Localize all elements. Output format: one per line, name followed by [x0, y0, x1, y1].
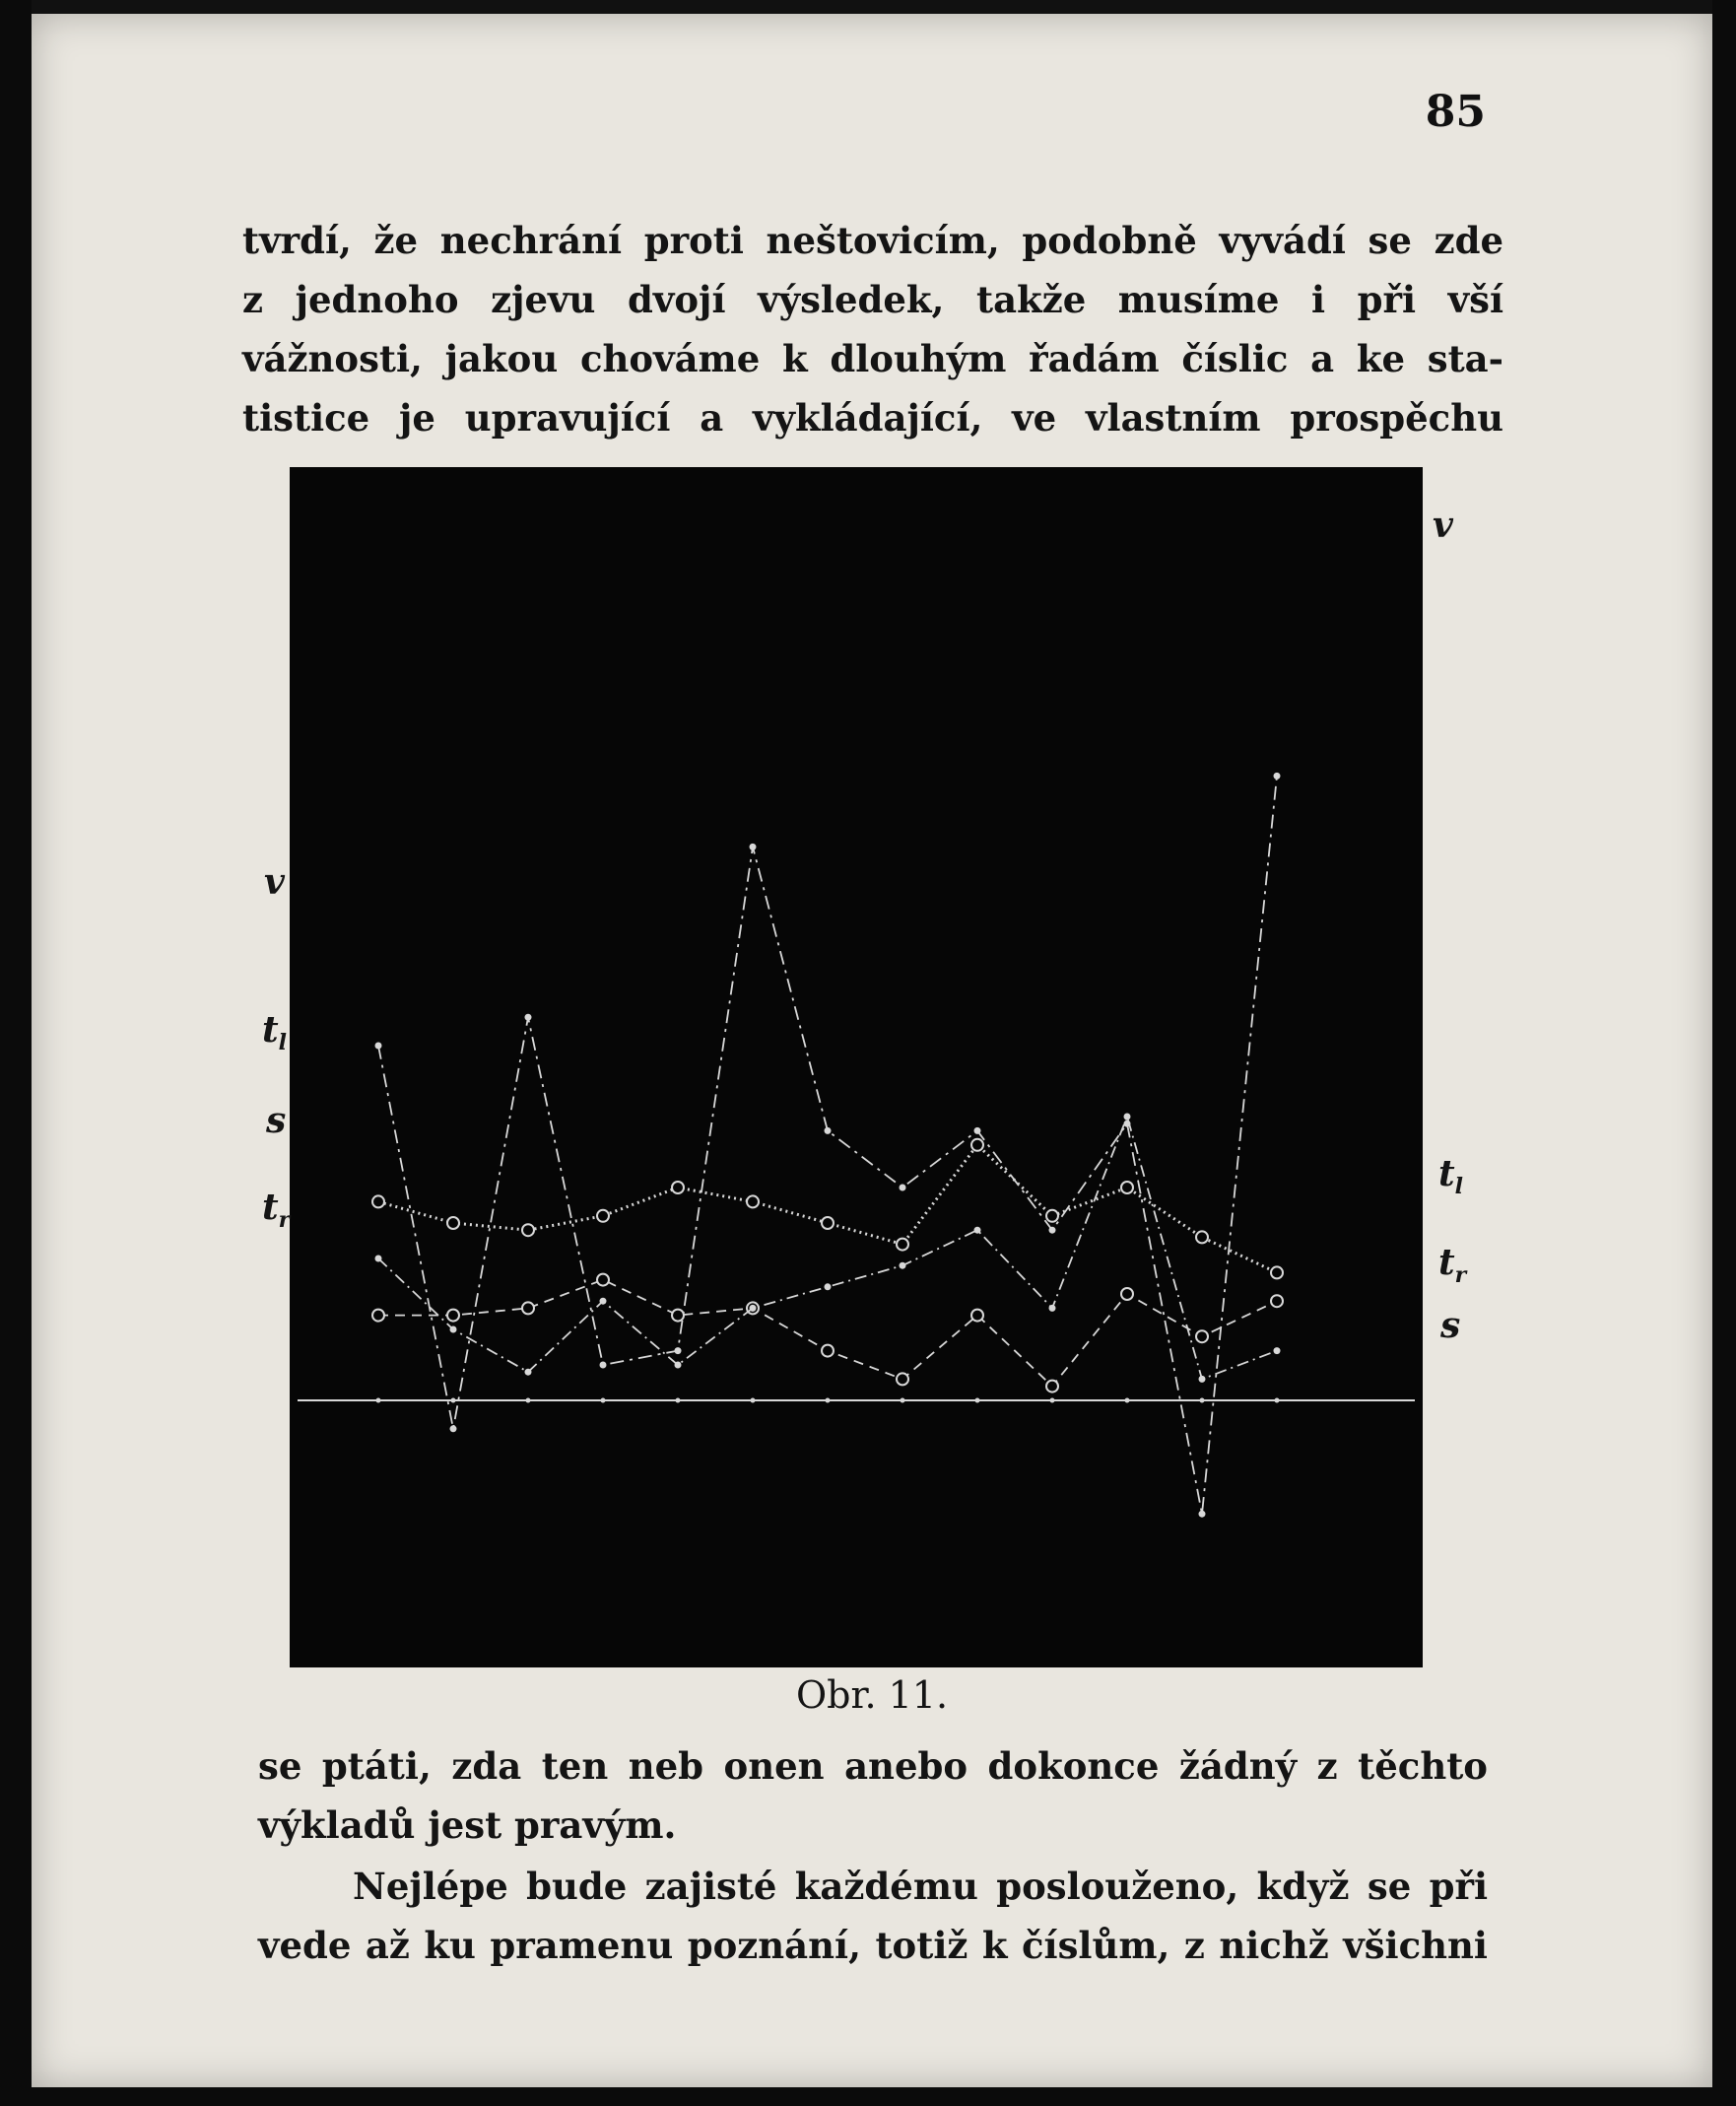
- baseline-tick: [901, 1398, 905, 1403]
- data-point: [450, 1326, 457, 1333]
- data-point: [900, 1262, 906, 1269]
- data-point: [825, 1283, 832, 1290]
- line-chart: [290, 467, 1423, 1667]
- data-point: [672, 1182, 684, 1193]
- left-label-s: s: [266, 1100, 287, 1141]
- right-label-s: s: [1440, 1305, 1461, 1346]
- data-point: [672, 1310, 684, 1322]
- data-point: [522, 1224, 534, 1236]
- data-point: [372, 1195, 384, 1207]
- series-line-3: [378, 1117, 1277, 1379]
- data-point: [822, 1217, 834, 1229]
- text-line: se ptáti, zda ten neb onen anebo dokonce žádný z těchto: [258, 1744, 1488, 1788]
- data-point: [900, 1185, 906, 1191]
- binding-shadow-left: [0, 0, 32, 2106]
- bottom-paragraph-2: [258, 1857, 1488, 1975]
- data-point: [1199, 1511, 1206, 1518]
- data-point: [825, 1127, 832, 1134]
- figure-caption: Obr. 11.: [795, 1673, 949, 1717]
- data-point: [525, 1014, 532, 1021]
- data-point: [1196, 1330, 1208, 1342]
- data-point: [974, 1227, 981, 1234]
- baseline-tick: [526, 1398, 531, 1403]
- text-line: Nejlépe bude zajisté každému poslouženo, když se při: [353, 1865, 1488, 1908]
- page-number: 85: [1425, 87, 1486, 137]
- left-label-tr: $t_r$: [262, 1187, 291, 1234]
- bottom-paragraph: [258, 1736, 1488, 1855]
- right-label-tl: $t_l$: [1438, 1153, 1463, 1200]
- data-point: [1271, 1266, 1283, 1278]
- baseline-tick: [1200, 1398, 1205, 1403]
- data-point: [375, 1043, 382, 1050]
- binding-shadow-right: [1712, 0, 1736, 2106]
- right-label-v: v: [1433, 505, 1453, 546]
- data-point: [450, 1425, 457, 1432]
- data-point: [1121, 1182, 1133, 1193]
- baseline-tick: [1125, 1398, 1130, 1403]
- data-point: [600, 1362, 607, 1369]
- data-point: [375, 1256, 382, 1262]
- text-line: tistice je upravující a vykládající, ve vlastním prospěchu: [242, 396, 1503, 440]
- baseline-tick: [451, 1398, 456, 1403]
- data-point: [1271, 1295, 1283, 1307]
- series-line-2: [378, 1280, 1277, 1387]
- data-point: [597, 1274, 609, 1286]
- data-point: [447, 1310, 459, 1322]
- data-point: [897, 1373, 908, 1385]
- data-point: [974, 1127, 981, 1134]
- data-point: [1274, 773, 1281, 780]
- series-line-0: [378, 776, 1277, 1514]
- left-label-v: v: [264, 861, 285, 903]
- data-point: [822, 1345, 834, 1357]
- series-line-1: [378, 1145, 1277, 1273]
- data-point: [1121, 1288, 1133, 1300]
- data-point: [750, 1305, 757, 1312]
- data-point: [522, 1302, 534, 1314]
- data-point: [597, 1210, 609, 1222]
- baseline-tick: [751, 1398, 756, 1403]
- binding-shadow-bottom: [0, 2087, 1736, 2106]
- data-point: [971, 1310, 983, 1322]
- text-line: vede až ku pramenu poznání, totiž k číslům, z nichž všichni: [258, 1924, 1488, 1967]
- data-point: [1049, 1227, 1056, 1234]
- data-point: [1049, 1305, 1056, 1312]
- right-label-tr: $t_r$: [1438, 1242, 1467, 1289]
- baseline-tick: [1050, 1398, 1055, 1403]
- data-point: [1274, 1347, 1281, 1354]
- data-point: [372, 1310, 384, 1322]
- baseline-tick: [601, 1398, 606, 1403]
- data-point: [447, 1217, 459, 1229]
- text-line: vážnosti, jakou chováme k dlouhým řadám číslic a ke sta-: [242, 337, 1503, 380]
- baseline-tick: [975, 1398, 980, 1403]
- data-point: [1046, 1381, 1058, 1393]
- data-point: [525, 1369, 532, 1376]
- data-point: [600, 1298, 607, 1305]
- data-point: [675, 1362, 682, 1369]
- data-point: [750, 844, 757, 850]
- data-point: [1199, 1376, 1206, 1383]
- baseline-tick: [376, 1398, 381, 1403]
- data-point: [747, 1195, 759, 1207]
- data-point: [675, 1347, 682, 1354]
- data-point: [971, 1139, 983, 1151]
- left-label-tl: $t_l$: [262, 1009, 287, 1056]
- data-point: [1124, 1114, 1131, 1121]
- baseline-tick: [676, 1398, 681, 1403]
- data-point: [1196, 1231, 1208, 1243]
- data-point: [1046, 1210, 1058, 1222]
- baseline-tick: [826, 1398, 831, 1403]
- top-paragraph: [242, 211, 1503, 447]
- baseline-tick: [1275, 1398, 1280, 1403]
- text-line: z jednoho zjevu dvojí výsledek, takže musíme i při vší: [242, 278, 1503, 321]
- text-line: výkladů jest pravým.: [258, 1803, 677, 1847]
- text-line: tvrdí, že nechrání proti neštovicím, podobně vyvádí se zde: [242, 219, 1503, 262]
- data-point: [897, 1239, 908, 1251]
